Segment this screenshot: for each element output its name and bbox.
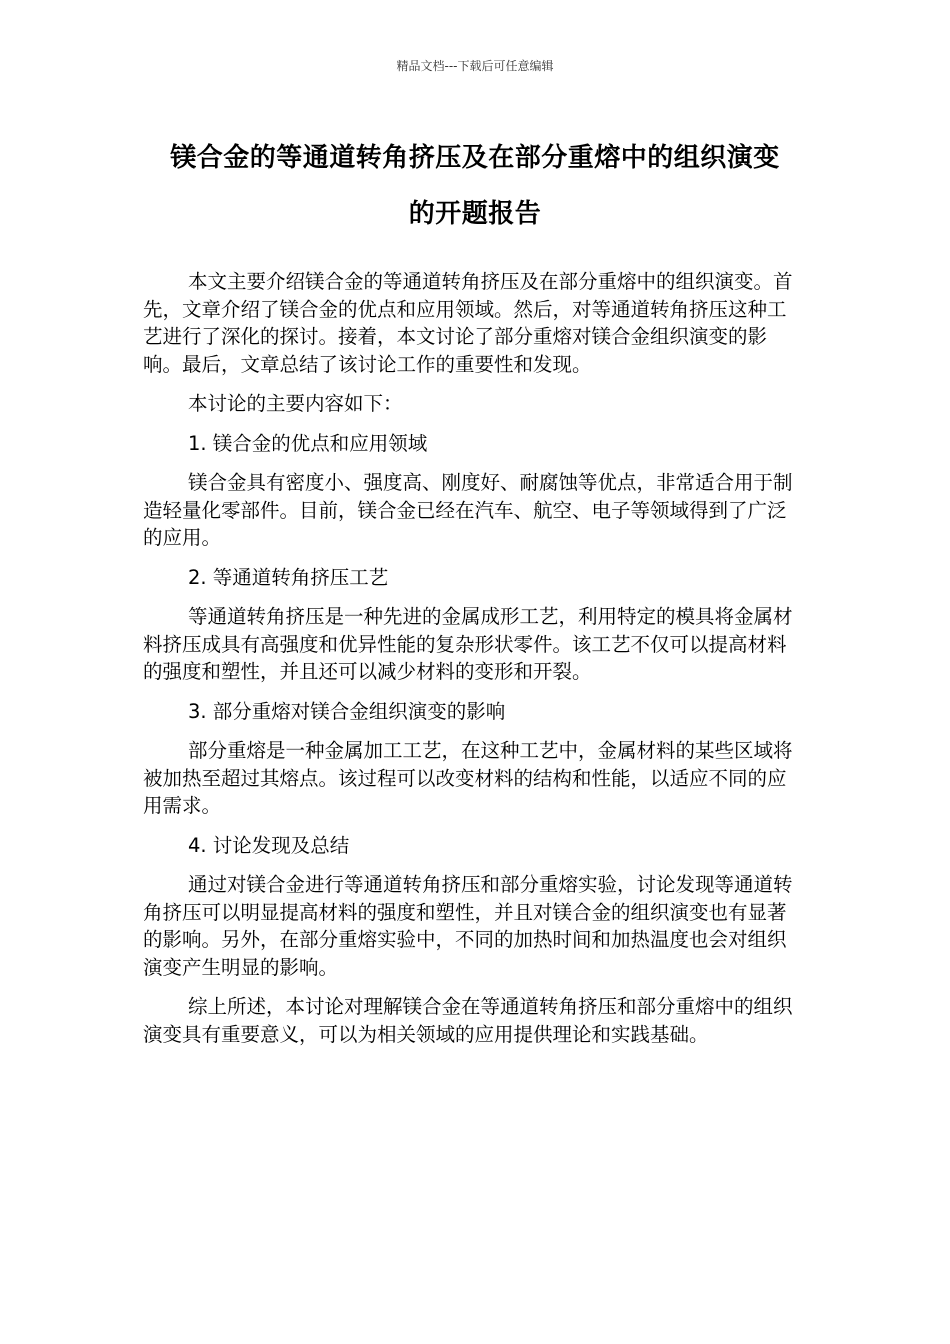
section-1-heading: 1. 镁合金的优点和应用领域 [188, 431, 428, 455]
section-4-heading: 4. 讨论发现及总结 [188, 833, 350, 857]
conclusion-paragraph: 综上所述，本讨论对理解镁合金在等通道转角挤压和部分重熔中的组织演变具有重要意义，可以为相关领域的应用提供理论和实践基础。 [143, 995, 793, 1046]
page-header: 精品文档---下载后可任意编辑 [396, 59, 554, 73]
section-2-paragraph: 等通道转角挤压是一种先进的金属成形工艺，利用特定的模具将金属材料挤压成具有高强度和优异性能的复杂形状零件。该工艺不仅可以提高材料的强度和塑性，并且还可以减少材料的变形和开裂。 [143, 605, 793, 683]
document-body [143, 268, 805, 1060]
title-line-1: 镁合金的等通道转角挤压及在部分重熔中的组织演变 [170, 143, 780, 173]
section-1-paragraph: 镁合金具有密度小、强度高、刚度好、耐腐蚀等优点，非常适合用于制造轻量化零部件。目前，镁合金已经在汽车、航空、电子等领域得到了广泛的应用。 [143, 471, 793, 549]
document-title [140, 130, 810, 242]
content-intro-paragraph: 本讨论的主要内容如下： [188, 392, 403, 415]
section-2-heading: 2. 等通道转角挤压工艺 [188, 565, 389, 589]
section-4-paragraph: 通过对镁合金进行等通道转角挤压和部分重熔实验，讨论发现等通道转角挤压可以明显提高材料的强度和塑性，并且对镁合金的组织演变也有显著的影响。另外，在部分重熔实验中，不同的加热时间和加热温度也会对组织演变产生明显的影响。 [143, 873, 793, 979]
title-line-2: 的开题报告 [408, 199, 542, 229]
section-3-heading: 3. 部分重熔对镁合金组织演变的影响 [188, 699, 506, 723]
intro-paragraph: 本文主要介绍镁合金的等通道转角挤压及在部分重熔中的组织演变。首先，文章介绍了镁合金的优点和应用领域。然后，对等通道转角挤压这种工艺进行了深化的探讨。接着，本文讨论了部分重熔对镁合金组织演变的影响。最后，文章总结了该讨论工作的重要性和发现。 [143, 270, 793, 376]
section-3-paragraph: 部分重熔是一种金属加工工艺，在这种工艺中，金属材料的某些区域将被加热至超过其熔点。该过程可以改变材料的结构和性能，以适应不同的应用需求。 [143, 739, 793, 817]
